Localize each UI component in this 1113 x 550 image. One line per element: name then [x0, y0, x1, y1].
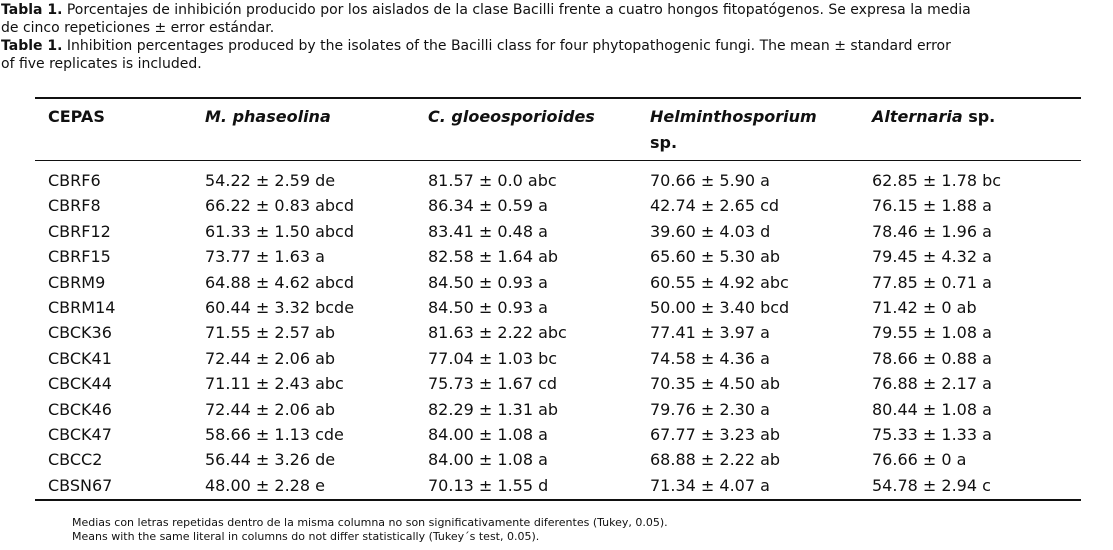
caption-es-line-2 [1, 19, 1111, 37]
value-cell: 48.00 ± 2.28 e [205, 475, 325, 495]
header-strain-label: CEPAS [48, 107, 105, 126]
table-row [0, 473, 1113, 498]
caption-es-line-1 [1, 1, 1111, 19]
strain-cell: CBRM14 [48, 298, 116, 317]
strain-cell: CBRF6 [48, 171, 101, 190]
strain-cell: CBCC2 [48, 450, 103, 470]
value-cell: 56.44 ± 3.26 de [205, 450, 336, 470]
value-cell: 79.55 ± 1.08 a [872, 323, 992, 343]
caption-es-text-2: de cinco repeticiones ± error estándar. [1, 20, 275, 36]
value-cell: 75.33 ± 1.33 a [872, 425, 992, 444]
table-row [0, 168, 1113, 193]
value-cell: 60.55 ± 4.92 abc [650, 272, 789, 292]
value-cell: 82.29 ± 1.31 ab [428, 399, 559, 419]
value-cell: 76.15 ± 1.88 a [872, 196, 992, 216]
table-row [0, 371, 1113, 396]
value-cell: 54.22 ± 2.59 de [205, 171, 336, 190]
caption-en-line-1 [1, 37, 1111, 55]
caption-es-label: Tabla 1. [1, 2, 63, 18]
header-c-gloeosporioides-label: C. gloeosporioides [428, 107, 595, 126]
caption-es-text-1: Porcentajes de inhibición producido por los aislados de la clase Bacilli frente a cuatro hongos fitopatógenos. Se expresa la media [66, 2, 971, 18]
value-cell: 71.11 ± 2.43 abc [205, 374, 344, 394]
table-row [0, 295, 1113, 320]
header-alternaria [872, 104, 995, 130]
footnote-es: Medias con letras repetidas dentro de la misma columna no son significativamente diferentes (Tukey, 0.05). [72, 516, 668, 529]
value-cell: 67.77 ± 3.23 ab [650, 425, 781, 444]
value-cell: 70.66 ± 5.90 a [650, 171, 770, 190]
value-cell: 84.00 ± 1.08 a [428, 425, 548, 444]
table-row [0, 320, 1113, 345]
value-cell: 61.33 ± 1.50 abcd [205, 221, 355, 241]
value-cell: 72.44 ± 2.06 ab [205, 348, 336, 368]
header-strain [48, 104, 105, 130]
header-alternaria-sp: sp. [968, 107, 996, 126]
value-cell: 76.88 ± 2.17 a [872, 374, 992, 394]
caption-en-line-2 [1, 55, 1111, 73]
value-cell: 80.44 ± 1.08 a [872, 399, 992, 419]
table-caption [1, 1, 1111, 73]
table-row [0, 219, 1113, 244]
table-row [0, 193, 1113, 218]
table-row [0, 270, 1113, 295]
value-cell: 74.58 ± 4.36 a [650, 348, 770, 368]
table-row [0, 346, 1113, 371]
value-cell: 79.45 ± 4.32 a [872, 247, 992, 267]
strain-cell: CBCK41 [48, 348, 112, 368]
value-cell: 84.50 ± 0.93 a [428, 272, 548, 292]
strain-cell: CBRF15 [48, 247, 111, 267]
value-cell: 76.66 ± 0 a [872, 450, 967, 470]
value-cell: 82.58 ± 1.64 ab [428, 247, 559, 267]
value-cell: 75.73 ± 1.67 cd [428, 374, 558, 394]
header-c-gloeosporioides [428, 104, 595, 130]
strain-cell: CBCK47 [48, 425, 112, 444]
caption-en-text-2: of five replicates is included. [1, 56, 202, 72]
header-helminthosporium-genus: Helminthosporium [650, 107, 817, 126]
strain-cell: CBRM9 [48, 272, 106, 292]
value-cell: 81.63 ± 2.22 abc [428, 323, 567, 343]
value-cell: 65.60 ± 5.30 ab [650, 247, 781, 267]
value-cell: 86.34 ± 0.59 a [428, 196, 548, 216]
strain-cell: CBRF12 [48, 221, 111, 241]
value-cell: 72.44 ± 2.06 ab [205, 399, 336, 419]
header-helminthosporium-sp: sp. [650, 133, 678, 152]
strain-cell: CBCK46 [48, 399, 112, 419]
value-cell: 70.35 ± 4.50 ab [650, 374, 781, 394]
value-cell: 78.66 ± 0.88 a [872, 348, 992, 368]
header-m-phaseolina-label: M. phaseolina [205, 107, 331, 126]
value-cell: 42.74 ± 2.65 cd [650, 196, 780, 216]
table-row [0, 397, 1113, 422]
value-cell: 66.22 ± 0.83 abcd [205, 196, 355, 216]
value-cell: 84.50 ± 0.93 a [428, 298, 548, 317]
table-row [0, 447, 1113, 472]
value-cell: 54.78 ± 2.94 c [872, 475, 991, 495]
value-cell: 71.34 ± 4.07 a [650, 475, 770, 495]
value-cell: 39.60 ± 4.03 d [650, 221, 771, 241]
header-m-phaseolina [205, 104, 331, 130]
value-cell: 73.77 ± 1.63 a [205, 247, 325, 267]
value-cell: 77.85 ± 0.71 a [872, 272, 992, 292]
caption-en-label: Table 1. [1, 38, 63, 54]
value-cell: 71.55 ± 2.57 ab [205, 323, 336, 343]
value-cell: 60.44 ± 3.32 bcde [205, 298, 355, 317]
value-cell: 77.04 ± 1.03 bc [428, 348, 558, 368]
value-cell: 77.41 ± 3.97 a [650, 323, 770, 343]
strain-cell: CBSN67 [48, 475, 113, 495]
value-cell: 83.41 ± 0.48 a [428, 221, 548, 241]
value-cell: 68.88 ± 2.22 ab [650, 450, 781, 470]
table-row [0, 422, 1113, 447]
table-row [0, 244, 1113, 269]
value-cell: 81.57 ± 0.0 abc [428, 171, 557, 190]
table-bottom-rule [35, 499, 1081, 501]
header-helminthosporium [650, 104, 850, 156]
table-header-rule [35, 160, 1081, 161]
value-cell: 58.66 ± 1.13 cde [205, 425, 344, 444]
value-cell: 64.88 ± 4.62 abcd [205, 272, 355, 292]
value-cell: 70.13 ± 1.55 d [428, 475, 549, 495]
footnote-en: Means with the same literal in columns do not differ statistically (Tukey´s test, 0.05). [72, 530, 540, 543]
strain-cell: CBRF8 [48, 196, 101, 216]
caption-en-text-1: Inhibition percentages produced by the isolates of the Bacilli class for four phytopathogenic fungi. The mean ± standard error [66, 38, 951, 54]
value-cell: 84.00 ± 1.08 a [428, 450, 548, 470]
header-alternaria-genus: Alternaria [872, 107, 963, 126]
table-top-rule [35, 97, 1081, 99]
value-cell: 71.42 ± 0 ab [872, 298, 977, 317]
strain-cell: CBCK36 [48, 323, 112, 343]
strain-cell: CBCK44 [48, 374, 112, 394]
table-footnotes [72, 516, 668, 544]
value-cell: 79.76 ± 2.30 a [650, 399, 770, 419]
value-cell: 62.85 ± 1.78 bc [872, 171, 1002, 190]
value-cell: 50.00 ± 3.40 bcd [650, 298, 790, 317]
value-cell: 78.46 ± 1.96 a [872, 221, 992, 241]
